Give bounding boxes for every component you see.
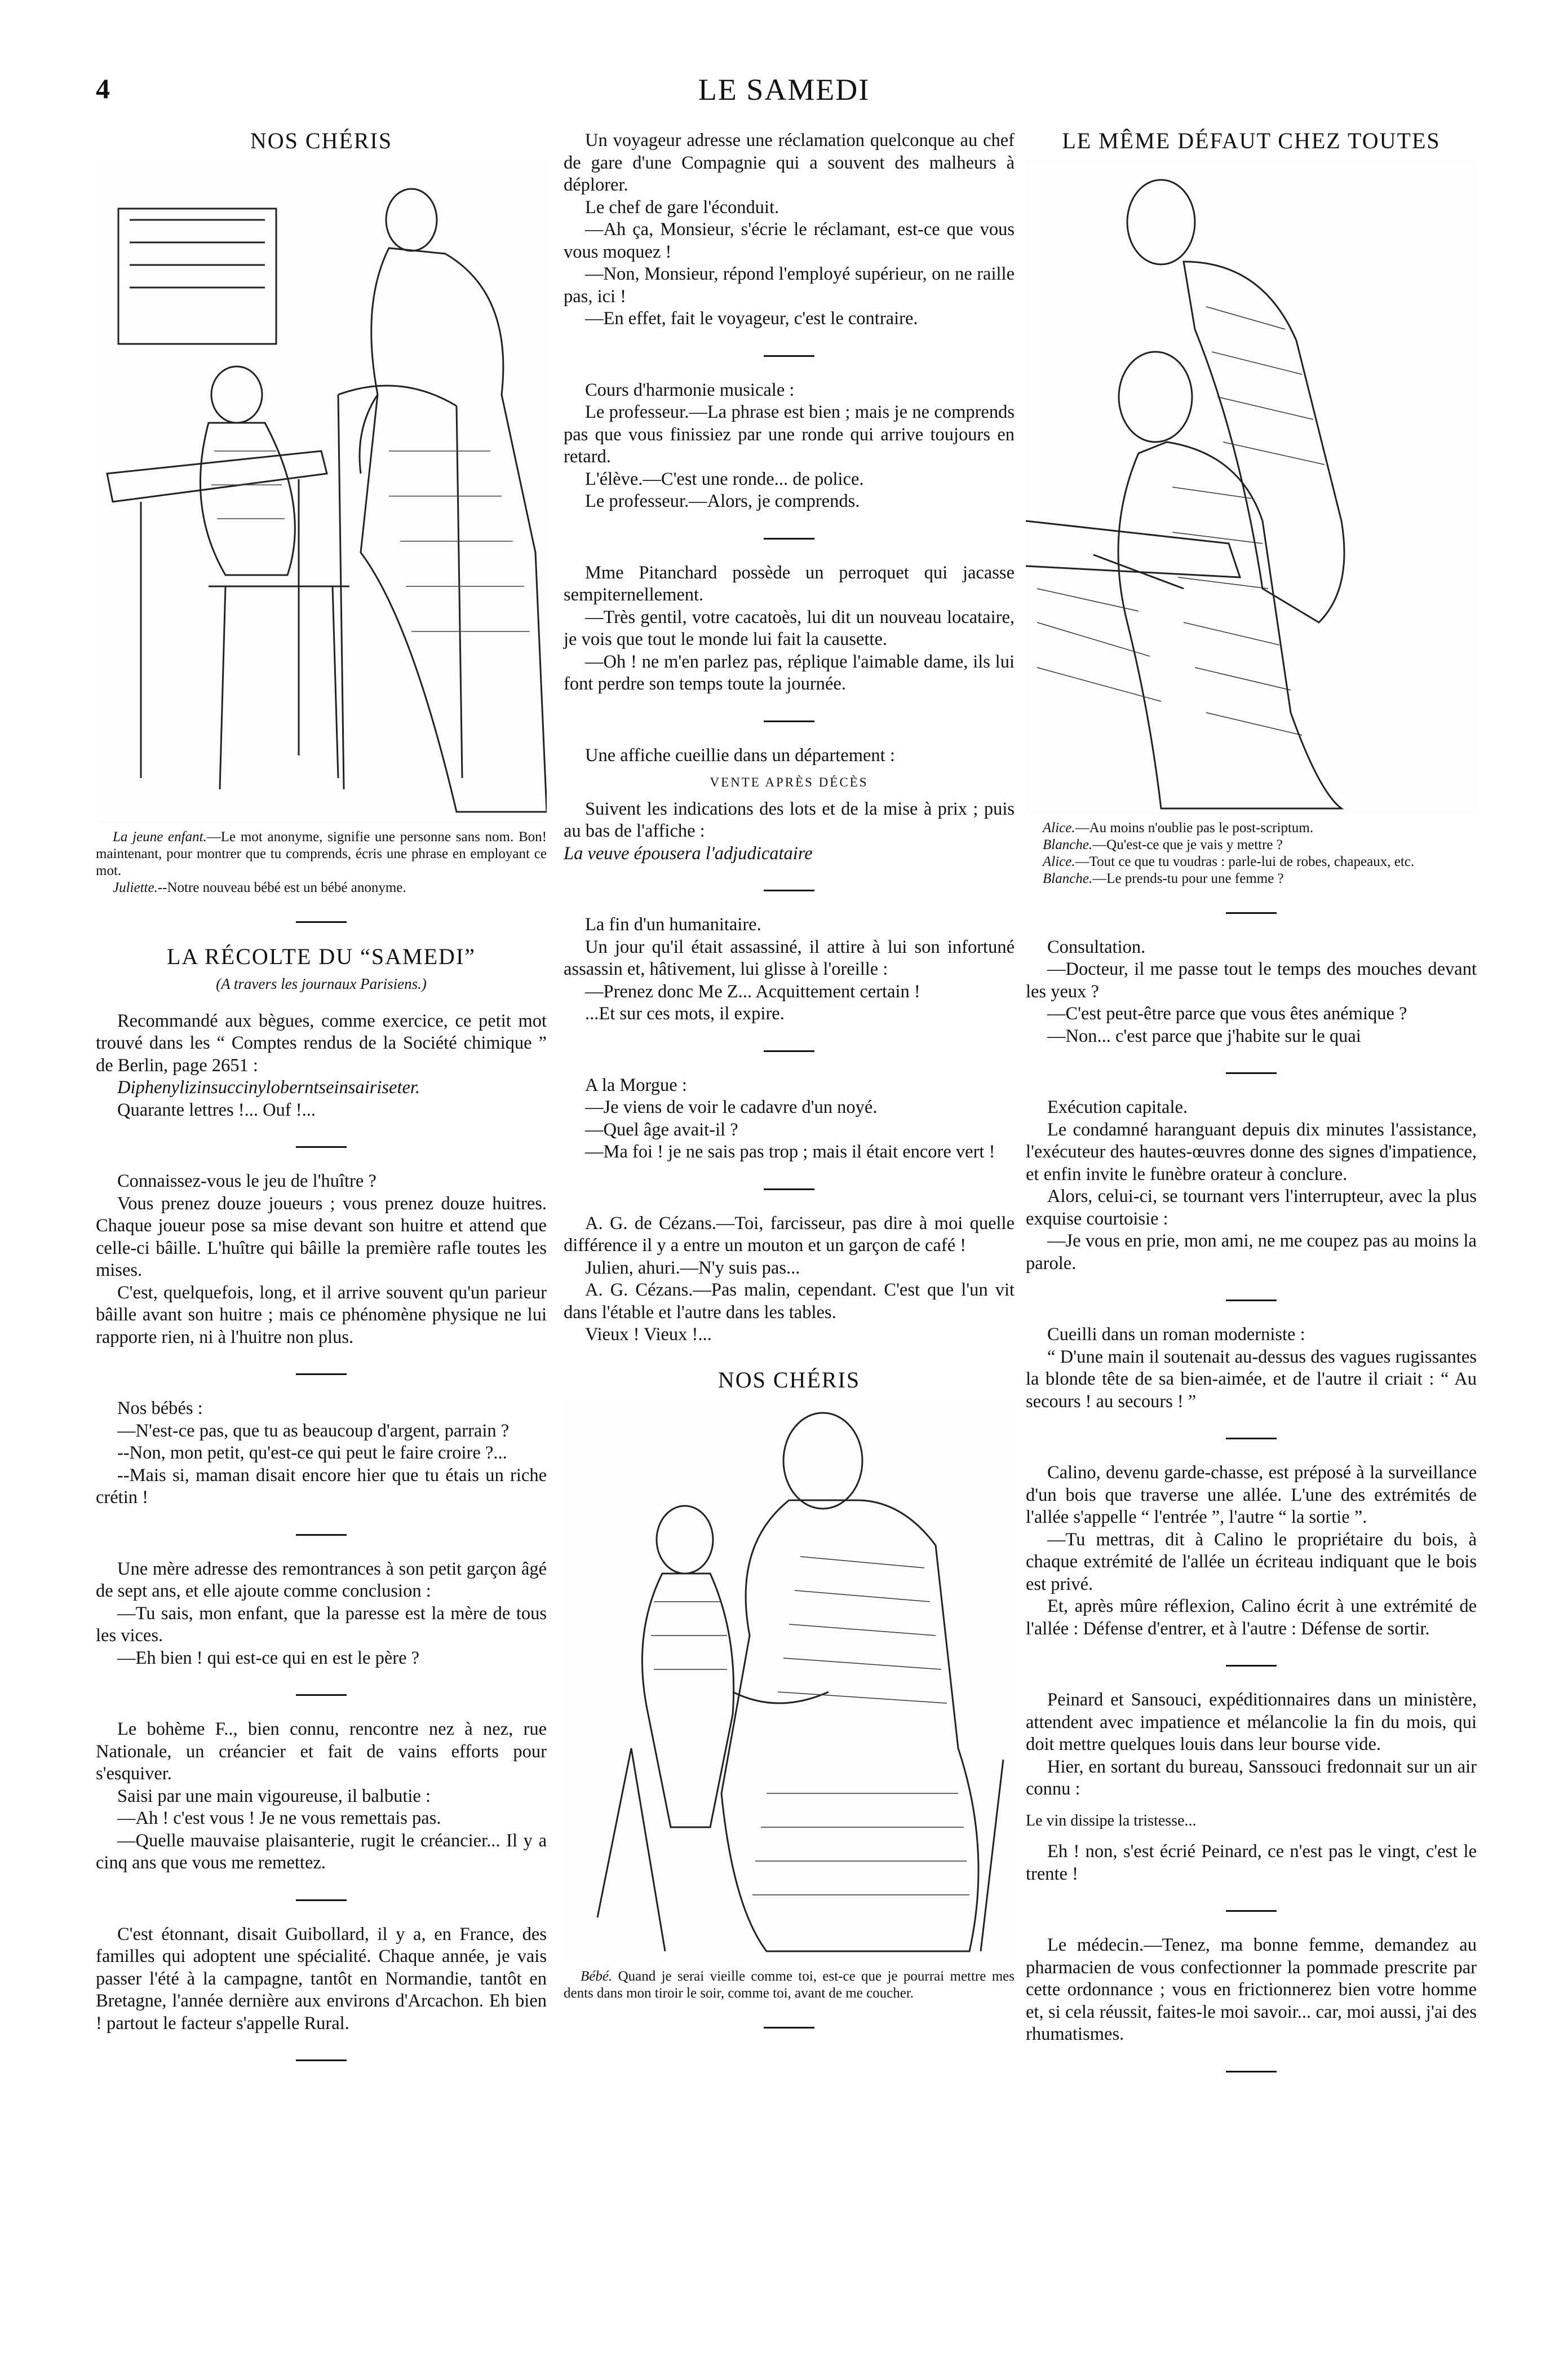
paragraph: —Ma foi ! je ne sais pas trop ; mais il était encore vert ! <box>585 1142 995 1162</box>
paragraph: A la Morgue : <box>585 1075 687 1095</box>
paragraph: Connaissez-vous le jeu de l'huître ? <box>117 1171 377 1191</box>
caption-speaker: La jeune enfant. <box>113 829 207 845</box>
paragraph: “ D'une main il soutenait au-dessus des vagues rugissantes la blonde tête de sa bien-aimée, et de l'autre il criait : “ Au secours ! au secours ! ” <box>1026 1346 1477 1412</box>
paragraph: —Quelle mauvaise plaisanterie, rugit le créancier... Il y a cinq ans que vous me remettez. <box>96 1830 547 1873</box>
article-medecin <box>1026 1934 1477 2046</box>
paragraph: Saisi par une main vigoureuse, il balbutie : <box>117 1786 431 1806</box>
paragraph: Calino, devenu garde-chasse, est préposé à la surveillance d'un bois que traverse une allée. L'une des extrémités de l'allée s'appelle “ l'entrée ”, l'autre “ la sortie ”. <box>1026 1462 1477 1527</box>
paragraph: L'élève.—C'est une ronde... de police. <box>585 469 864 489</box>
paragraph: Exécution capitale. <box>1047 1097 1188 1117</box>
paragraph: Vous prenez douze joueurs ; vous prenez douze huitres. Chaque joueur pose sa mise devant son huitre et attend que celle-ci bâille. L'huître qui bâille la première rafle toutes les mises. <box>96 1193 547 1280</box>
caption-text: —Au moins n'oublie pas le post-scriptum. <box>1075 820 1314 836</box>
middle-cartoon-caption <box>564 1968 1015 2002</box>
paragraph: Un voyageur adresse une réclamation quelconque au chef de gare d'une Compagnie qui a souvent des malheurs à déplorer. <box>564 130 1015 195</box>
paragraph: Consultation. <box>1047 936 1146 957</box>
paragraph: —Ah ! c'est vous ! Je ne vous remettais pas. <box>117 1808 441 1828</box>
right-cartoon-illustration <box>1026 160 1477 814</box>
paragraph: Mme Pitanchard possède un perroquet qui jacasse sempiternellement. <box>564 562 1015 605</box>
song-line: Le vin dissipe la tristesse... <box>1026 1811 1197 1829</box>
paragraph: Et, après mûre réflexion, Calino écrit à une extrémité de l'allée : Défense d'entrer, et à l'autre : Défense de sortir. <box>1026 1596 1477 1639</box>
paragraph: Nos bébés : <box>117 1398 203 1418</box>
recolte-title: LA RÉCOLTE DU “SAMEDI” <box>166 943 476 969</box>
article-affiche <box>564 745 1015 865</box>
paragraph: Recommandé aux bègues, comme exercice, ce petit mot trouvé dans les “ Comptes rendus de la Société chimique ” de Berlin, page 2651 : <box>96 1010 547 1076</box>
article-humanitaire <box>564 914 1015 1026</box>
article-calino <box>1026 1462 1477 1640</box>
paragraph: --Mais si, maman disait encore hier que tu étais un riche crétin ! <box>96 1465 547 1508</box>
middle-cartoon-title: NOS CHÉRIS <box>717 1367 861 1393</box>
grandmother-child-drawing <box>564 1399 1015 1963</box>
paragraph: —Docteur, il me passe tout le temps des mouches devant les yeux ? <box>1026 959 1477 1002</box>
article-morgue <box>564 1075 1015 1164</box>
right-cartoon-title: LE MÊME DÉFAUT CHEZ TOUTES <box>1062 128 1441 153</box>
article-bègues <box>96 1010 547 1122</box>
paragraph: Julien, ahuri.—N'y suis pas... <box>585 1257 800 1278</box>
paragraph: Une mère adresse des remontrances à son petit garçon âgé de sept ans, et elle ajoute comme conclusion : <box>96 1558 547 1601</box>
paragraph: —Très gentil, votre cacatoès, lui dit un nouveau locataire, je vois que tout le monde lui fait la causette. <box>564 607 1015 649</box>
article-perroquet <box>564 562 1015 696</box>
paragraph: Eh ! non, s'est écrié Peinard, ce n'est pas le vingt, c'est le trente ! <box>1026 1841 1477 1884</box>
paragraph: Le médecin.—Tenez, ma bonne femme, demandez au pharmacien de vous confectionner la pommade prescrite par cette ordonnance ; vous en frictionnerez bien votre homme et, si cela réussit, faites-le moi savoir... car, moi aussi, j'ai des rhumatismes. <box>1026 1935 1477 2044</box>
separator <box>764 538 814 540</box>
article-harmonie <box>564 379 1015 513</box>
caption-speaker: Blanche. <box>1043 870 1093 886</box>
separator <box>1226 912 1277 914</box>
middle-column <box>564 130 1015 2051</box>
paragraph: Cours d'harmonie musicale : <box>585 379 795 400</box>
paragraph: C'est, quelquefois, long, et il arrive souvent qu'un parieur bâille avant son huitre ; mais ce phénomène physique ne lui rapporte rien, ni à l'huitre non plus. <box>96 1282 547 1347</box>
two-women-writing-drawing <box>1026 160 1477 814</box>
paragraph: Un jour qu'il était assassiné, il attire à lui son infortuné assassin et, hâtivement, lui glisse à l'oreille : <box>564 936 1015 979</box>
separator <box>1226 2071 1277 2072</box>
paragraph: —Tu sais, mon enfant, que la paresse est la mère de tous les vices. <box>96 1603 547 1646</box>
paragraph: La fin d'un humanitaire. <box>585 914 761 935</box>
separator <box>296 2060 347 2061</box>
left-cartoon-illustration <box>96 158 547 823</box>
separator <box>296 1899 347 1901</box>
paragraph: Le chef de gare l'éconduit. <box>585 197 779 218</box>
mother-child-desk-drawing <box>96 158 547 823</box>
paragraph: —Eh bien ! qui est-ce qui en est le père ? <box>117 1647 420 1668</box>
caption-text: —Qu'est-ce que je vais y mettre ? <box>1092 837 1283 852</box>
paragraph: —Je viens de voir le cadavre d'un noyé. <box>585 1097 878 1117</box>
caption-speaker: Alice. <box>1043 820 1075 836</box>
article-consultation <box>1026 936 1477 1048</box>
separator <box>764 721 814 722</box>
paragraph: Cueilli dans un roman moderniste : <box>1047 1324 1305 1345</box>
separator <box>296 1534 347 1536</box>
paragraph: —En effet, fait le voyageur, c'est le contraire. <box>585 308 918 329</box>
paragraph: Hier, en sortant du bureau, Sanssouci fredonnait sur un air connu : <box>1026 1756 1477 1799</box>
paragraph: Le professeur.—Alors, je comprends. <box>585 491 860 511</box>
paragraph: Quarante lettres !... Ouf !... <box>117 1099 316 1120</box>
affiche-final-line: La veuve épousera l'adjudicataire <box>564 843 813 864</box>
separator <box>1226 1072 1277 1074</box>
paragraph: Diphenylizinsuccinyloberntseinsairiseter. <box>117 1077 420 1098</box>
separator <box>296 921 347 923</box>
caption-text: —Tout ce que tu voudras : parle-lui de robes, chapeaux, etc. <box>1075 854 1415 869</box>
separator <box>1226 1438 1277 1439</box>
article-cezans <box>564 1213 1015 1346</box>
left-column <box>96 130 547 2084</box>
paragraph: Vieux ! Vieux !... <box>585 1324 712 1345</box>
caption-speaker: Blanche. <box>1043 837 1093 852</box>
paragraph: —N'est-ce pas, que tu as beaucoup d'argent, parrain ? <box>117 1420 510 1441</box>
article-mere <box>96 1558 547 1670</box>
article-peinard <box>1026 1689 1477 1885</box>
article-guibollard <box>96 1924 547 2035</box>
paragraph: —Non, Monsieur, répond l'employé supérieur, on ne raille pas, ici ! <box>564 264 1015 307</box>
article-bebes <box>96 1398 547 1509</box>
paragraph: —Prenez donc Me Z... Acquittement certain ! <box>585 981 920 1002</box>
right-column <box>1026 130 1477 2095</box>
separator <box>764 355 814 357</box>
article-voyageur <box>564 130 1015 330</box>
recolte-subtitle: (A travers les journaux Parisiens.) <box>216 975 427 992</box>
left-cartoon-caption <box>96 829 547 896</box>
caption-text: —Le prends-tu pour une femme ? <box>1092 870 1284 886</box>
separator <box>296 1694 347 1696</box>
left-cartoon-title: NOS CHÉRIS <box>250 128 393 153</box>
paragraph: —Je vous en prie, mon ami, ne me coupez pas au moins la parole. <box>1026 1231 1477 1274</box>
separator <box>1226 1665 1277 1667</box>
separator <box>764 1050 814 1052</box>
caption-speaker: Alice. <box>1043 854 1075 869</box>
paragraph: Alors, celui-ci, se tournant vers l'interrupteur, avec la plus exquise courtoisie : <box>1026 1186 1477 1229</box>
affiche-heading: VENTE APRÈS DÉCÈS <box>710 775 869 789</box>
separator <box>296 1146 347 1148</box>
separator <box>764 1188 814 1190</box>
middle-cartoon-illustration <box>564 1399 1015 1963</box>
paragraph: Suivent les indications des lots et de la mise à prix ; puis au bas de l'affiche : <box>564 798 1015 841</box>
paragraph: —C'est peut-être parce que vous êtes anémique ? <box>1047 1004 1407 1024</box>
paragraph: Peinard et Sansouci, expéditionnaires dans un ministère, attendent avec impatience et mélancolie la fin du mois, qui doit mettre quelques louis dans leur bourse vide. <box>1026 1690 1477 1754</box>
paragraph: ...Et sur ces mots, il expire. <box>585 1004 785 1024</box>
paragraph: —Non... c'est parce que j'habite sur le quai <box>1047 1026 1361 1046</box>
paragraph: —Ah ça, Monsieur, s'écrie le réclamant, est-ce que vous vous moquez ! <box>564 219 1015 262</box>
masthead-title: LE SAMEDI <box>698 73 870 107</box>
separator <box>296 1373 347 1375</box>
caption-speaker: Juliette. <box>113 880 158 895</box>
paragraph: A. G. de Cézans.—Toi, farcisseur, pas dire à moi quelle différence il y a entre un mouton et un garçon de café ! <box>564 1213 1015 1256</box>
paragraph: --Non, mon petit, qu'est-ce qui peut le faire croire ?... <box>117 1443 507 1463</box>
caption-text: --Notre nouveau bébé est un bébé anonyme. <box>157 880 406 895</box>
article-boheme <box>96 1718 547 1875</box>
paragraph: C'est étonnant, disait Guibollard, il y a, en France, des familles qui adoptent une spécialité. Chaque année, je vais passer l'été à la campagne, tantôt en Normandie, tantôt en Bretagne, l'année dernière aux environs d'Arcachon. Eh bien ! partout le facteur s'appelle Rural. <box>96 1924 547 2034</box>
paragraph: —Quel âge avait-il ? <box>585 1119 738 1140</box>
separator <box>1226 1910 1277 1912</box>
caption-text: —Le mot anonyme, signifie une personne sans nom. Bon! maintenant, pour montrer que tu comprends, écris une phrase en employant ce mot. <box>96 829 547 878</box>
paragraph: Le bohème F.., bien connu, rencontre nez à nez, rue Nationale, un créancier et fait de vains efforts pour s'esquiver. <box>96 1719 547 1784</box>
article-roman <box>1026 1324 1477 1413</box>
paragraph: Le condamné haranguant depuis dix minutes l'assistance, l'exécuteur des hautes-œuvres donne des signes d'impatience, et enfin invite le funèbre orateur à conclure. <box>1026 1119 1477 1185</box>
page-number: 4 <box>96 73 110 104</box>
separator <box>1226 1300 1277 1301</box>
paragraph: —Tu mettras, dit à Calino le propriétaire du bois, à chaque extrémité de l'allée un écriteau indiquant que le bois est privé. <box>1026 1529 1477 1594</box>
separator <box>764 2027 814 2028</box>
paragraph: Une affiche cueillie dans un département : <box>585 745 895 766</box>
caption-text: Quand je serai vieille comme toi, est-ce que je pourrai mettre mes dents dans mon tiroir le soir, comme toi, avant de me coucher. <box>564 1969 1015 2001</box>
paragraph: —Oh ! ne m'en parlez pas, réplique l'aimable dame, ils lui font perdre son temps toute la journée. <box>564 651 1015 694</box>
separator <box>764 890 814 891</box>
caption-speaker: Bébé. <box>581 1969 613 1984</box>
article-huitre <box>96 1170 547 1349</box>
article-execution <box>1026 1097 1477 1275</box>
paragraph: Le professeur.—La phrase est bien ; mais je ne comprends pas que vous finissiez par une ronde qui arrive toujours en retard. <box>564 402 1015 467</box>
paragraph: A. G. Cézans.—Pas malin, cependant. C'est que l'un vit dans l'étable et l'autre dans les tables. <box>564 1280 1015 1323</box>
right-cartoon-caption <box>1026 820 1477 887</box>
